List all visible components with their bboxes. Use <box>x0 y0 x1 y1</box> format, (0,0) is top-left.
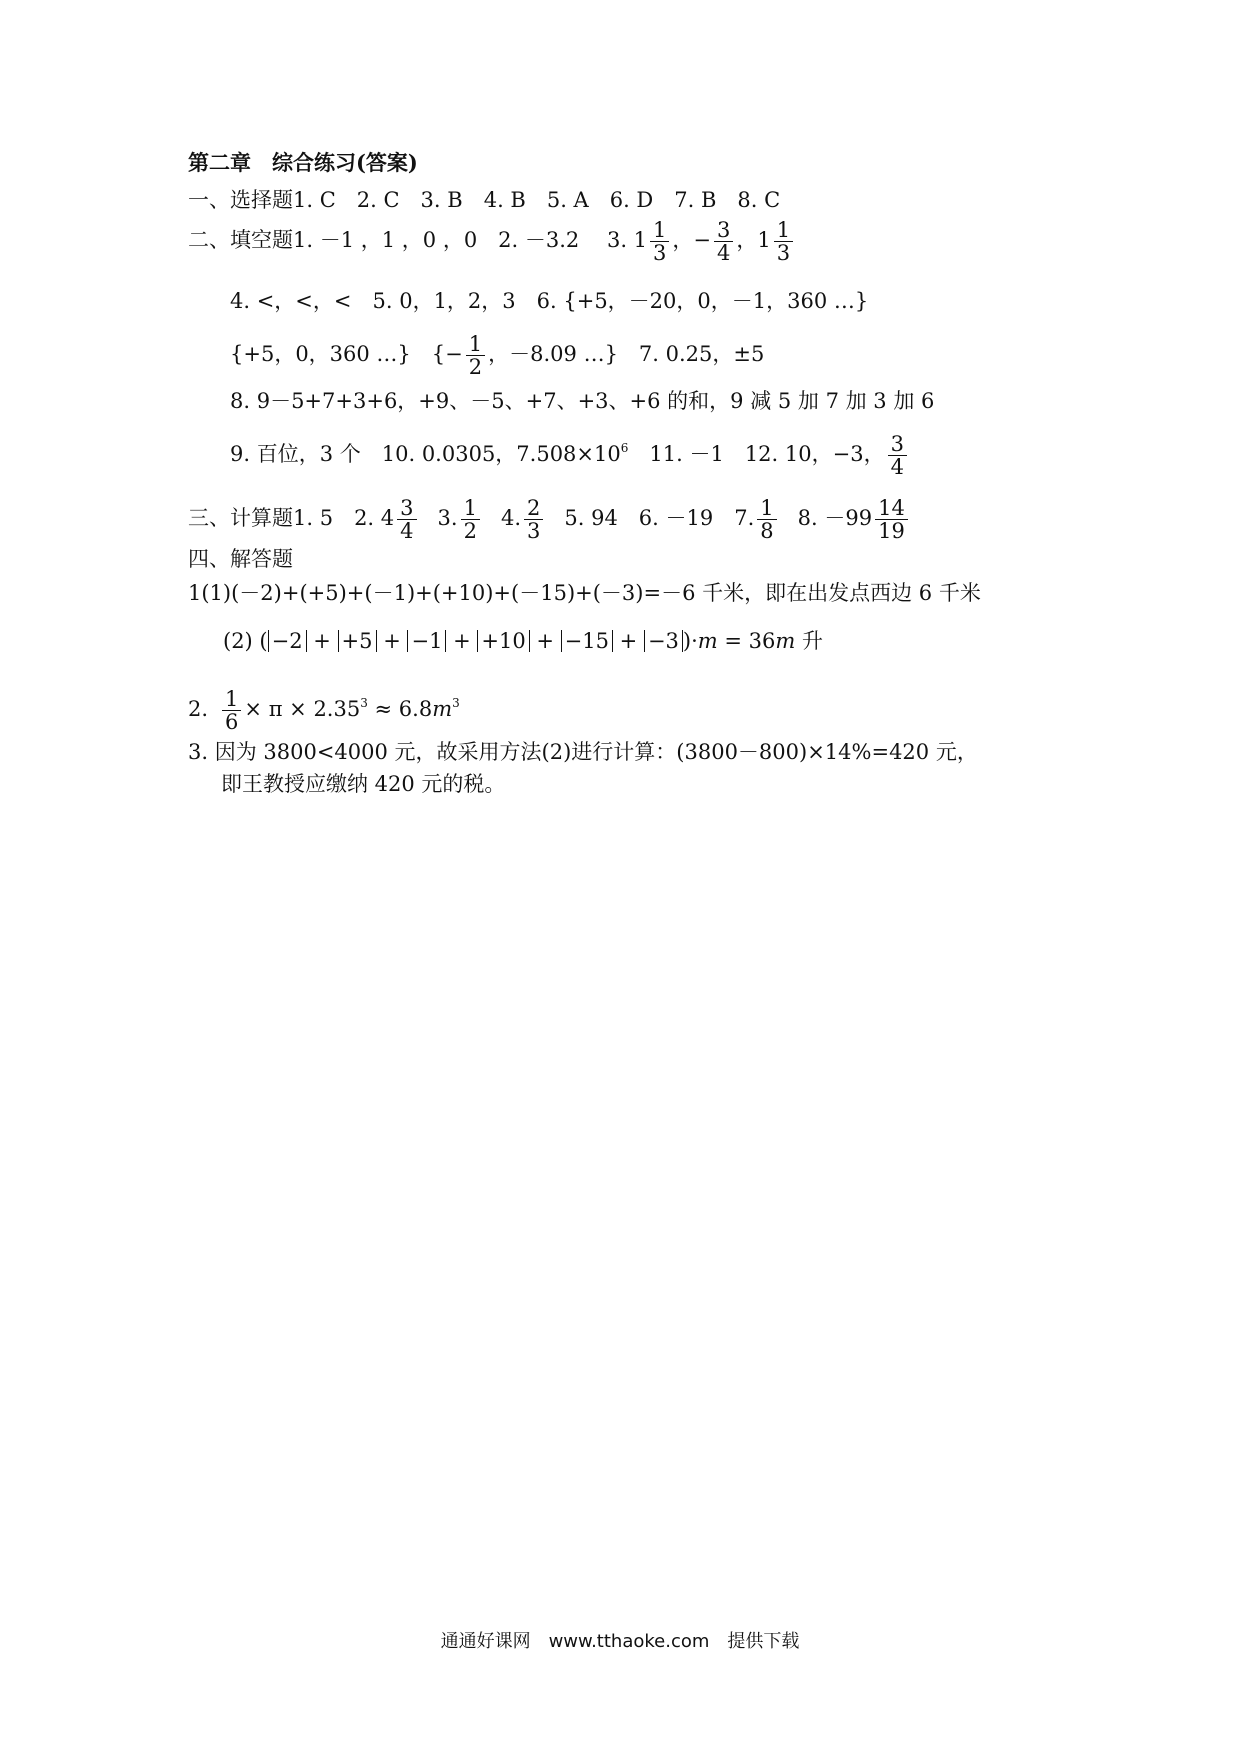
fill-line-8: 8. 9－5+7+3+6，+9、－5、+7、+3、+6 的和，9 减 5 加 7 加 3 加 6 <box>230 389 935 413</box>
calc-text: 3. <box>437 506 458 531</box>
fraction: $\frac{1}{3}$ <box>650 219 669 264</box>
fill-set-text: {+5，0，360 …} {− <box>230 342 463 367</box>
absolute-value: −1 <box>407 630 446 652</box>
variable: m <box>775 629 796 653</box>
fraction: $\frac{3}{4}$ <box>888 433 907 478</box>
absolute-value: +5 <box>338 630 377 652</box>
fraction: $\frac{2}{3}$ <box>524 497 543 542</box>
solve-q1-line2: (2) ( −2 + +5 + −1 + +10 + −15 + −3 )·m = 36m 升 <box>223 629 823 653</box>
absolute-value: +10 <box>477 630 529 652</box>
fill-text-9: 9. 百位，3 个 10. 0.0305，7.508×10 <box>230 442 621 467</box>
absolute-value: −3 <box>644 630 683 652</box>
fraction: $\frac{3}{4}$ <box>397 497 416 542</box>
solve-q3-line1: 3. 因为 3800<4000 元，故采用方法(2)进行计算：(3800－800)×14%=420 元， <box>188 740 978 764</box>
calc-text: 4. <box>500 506 521 531</box>
q1-unit: 升 <box>795 629 823 653</box>
calc-text: 1. 5 2. 4 <box>293 506 395 531</box>
section-choice-label: 一、选择题 <box>188 188 293 212</box>
calc-text: 5. 94 6. －19 7. <box>564 506 755 531</box>
section-calc <box>188 497 911 542</box>
fill-set-text-2: ，－8.09 …} 7. 0.25，±5 <box>488 342 765 367</box>
fraction: $\frac{1}{2}$ <box>466 333 485 378</box>
fraction: $\frac{1}{3}$ <box>774 219 793 264</box>
section-calc-label: 三、计算题 <box>188 506 293 531</box>
fraction: $\frac{3}{4}$ <box>714 219 733 264</box>
section-solve-label: 四、解答题 <box>188 547 293 571</box>
q1-text: = 36 <box>717 629 776 653</box>
fill-line-4: 4. <，<，< 5. 0，1，2，3 6. {+5，－20，0，－1，360 …} <box>230 289 869 313</box>
solve-q2 <box>188 688 460 733</box>
section-fill-label: 二、填空题 <box>188 228 293 253</box>
fraction: $\frac{1}{2}$ <box>461 497 480 542</box>
q1-text: (2) ( <box>223 629 268 653</box>
fraction: $\frac{14}{19}$ <box>875 497 908 542</box>
exponent: 3 <box>452 696 460 711</box>
fill-text-11-12: 11. －1 12. 10，−3， <box>628 442 885 467</box>
footer-source: 通通好课网 www.tthaoke.com 提供下载 <box>440 1631 800 1652</box>
fraction: $\frac{1}{8}$ <box>757 497 776 542</box>
variable: m <box>697 629 718 653</box>
q2-text: × π × 2.35 <box>244 697 361 722</box>
solve-q3-line2: 即王教授应缴纳 420 元的税。 <box>221 772 506 796</box>
section-fill-line1 <box>188 219 796 264</box>
solve-q1-line1: 1(1)(－2)+(+5)+(－1)+(+10)+(－15)+(－3)=－6 千米，即在出发点西边 6 千米 <box>188 581 981 605</box>
absolute-value: −2 <box>268 630 307 652</box>
section-choice-answers: 1. C 2. C 3. B 4. B 5. A 6. D 7. B 8. C <box>293 188 781 212</box>
absolute-value: −15 <box>561 630 613 652</box>
calc-text: 8. －99 <box>797 506 873 531</box>
exponent: 6 <box>620 441 629 456</box>
fraction: $\frac{1}{6}$ <box>222 688 241 733</box>
exponent: 3 <box>360 696 368 711</box>
separator: ，1 <box>736 228 771 253</box>
fill-line-9 <box>230 433 910 478</box>
variable: m <box>432 697 453 722</box>
q1-text: )· <box>682 629 698 653</box>
fill-line-5 <box>230 333 764 378</box>
page-title: 第二章 综合练习(答案) <box>188 150 418 175</box>
separator: ，− <box>672 228 712 253</box>
q2-label: 2. <box>188 697 209 722</box>
section-choice <box>188 187 780 213</box>
fill-answers-1-3: 1. －1 ，1 ，0 ，0 2. －3.2 3. 1 <box>293 228 648 253</box>
q2-text: ≈ 6.8 <box>367 697 433 722</box>
